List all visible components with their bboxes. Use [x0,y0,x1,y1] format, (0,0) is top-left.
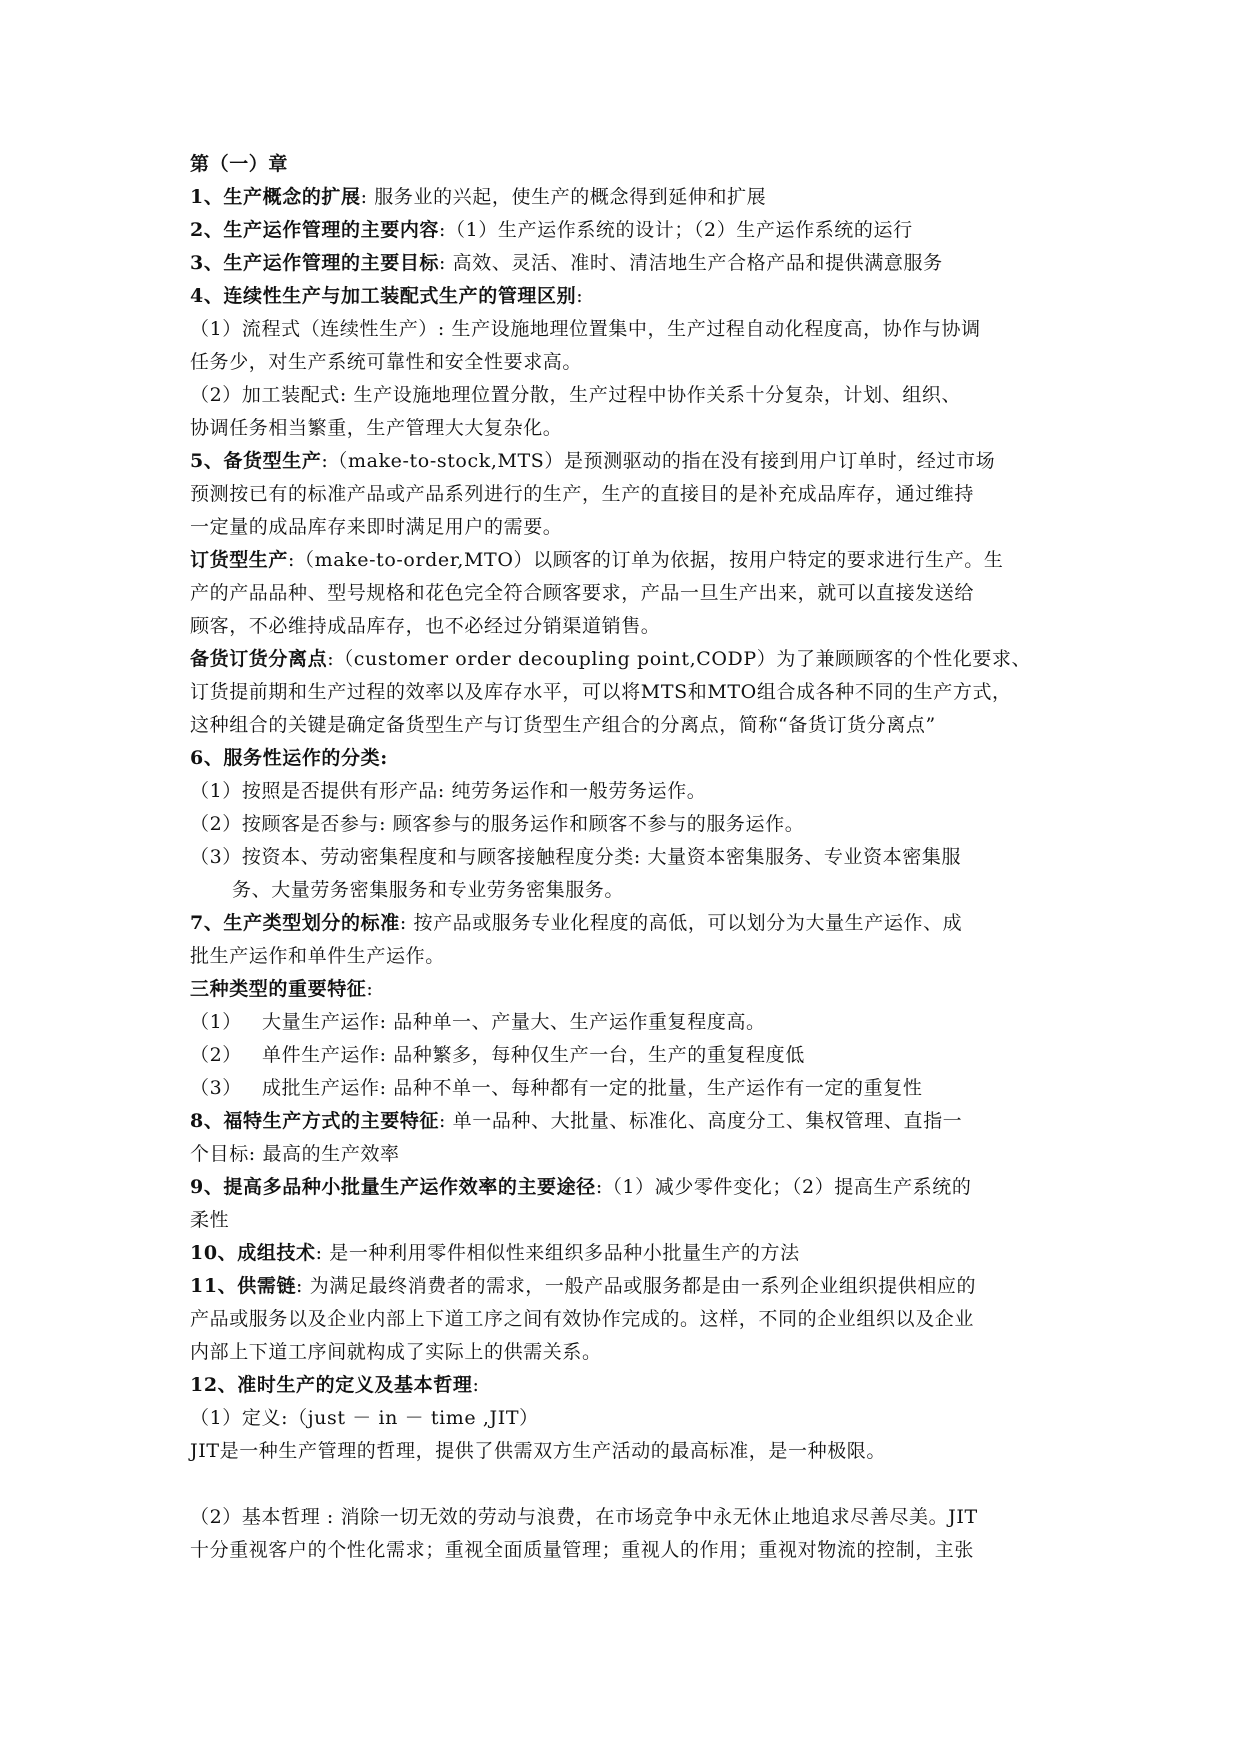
mto-line-3: 顾客，不必维持成品库存，也不必经过分销渠道销售。 [190,615,661,637]
types-item-2-num: （2） [190,1044,242,1066]
types-item-3-text: 成批生产运作: 品种不单一、每种都有一定的批量，生产运作有一定的重复性 [262,1077,923,1099]
section-4-para-2-line-1: （2）加工装配式: 生产设施地理位置分散，生产过程中协作关系十分复杂，计划、组织、 [190,384,962,406]
section-5-line-1: :（make-to-stock,MTS）是预测驱动的指在没有接到用户订单时，经过市场 [321,450,996,472]
section-8-line-1: : 单一品种、大批量、标准化、高度分工、集权管理、直指一 [439,1110,963,1132]
section-12-philosophy-line-2: 十分重视客户的个性化需求；重视全面质量管理；重视人的作用；重视对物流的控制，主张 [190,1539,975,1561]
section-11-line-3: 内部上下道工序间就构成了实际上的供需关系。 [190,1341,602,1363]
types-heading [190,973,1070,1006]
chapter-title: 第（一）章 [190,153,289,175]
section-8-title: 8、福特生产方式的主要特征 [190,1110,440,1132]
section-10-text: : 是一种利用零件相似性来组织多品种小批量生产的方法 [315,1242,800,1264]
section-2-title: 2、生产运作管理的主要内容 [190,219,440,241]
section-1-title: 1、生产概念的扩展 [190,186,361,208]
section-8 [190,1105,1070,1138]
types-item-1-text: 大量生产运作: 品种单一、产量大、生产运作重复程度高。 [262,1011,766,1033]
types-item-2 [190,1039,1070,1072]
section-5-line-3: 一定量的成品库存来即时满足用户的需要。 [190,516,563,538]
mto-line-1: :（make-to-order,MTO）以顾客的订单为依据，按用户特定的要求进行生产。生 [288,549,1004,571]
section-3-title: 3、生产运作管理的主要目标 [190,252,440,274]
section-11-line-1: : 为满足最终消费者的需求，一般产品或服务都是由一系列企业组织提供相应的 [296,1275,977,1297]
codp-title: 备货订货分离点 [190,648,328,670]
section-4-para-1-line-2: 任务少，对生产系统可靠性和安全性要求高。 [190,351,583,373]
section-6-item-1: （1）按照是否提供有形产品: 纯劳务运作和一般劳务运作。 [190,780,707,802]
section-1 [190,181,1070,214]
paragraph-gap [190,1468,1070,1501]
mto-title: 订货型生产 [190,549,289,571]
section-2 [190,214,1070,247]
section-4 [190,280,1070,313]
types-title: 三种类型的重要特征 [190,978,367,1000]
types-item-1-num: （1） [190,1011,242,1033]
section-11-line-2: 产品或服务以及企业内部上下道工序之间有效协作完成的。这样，不同的企业组织以及企业 [190,1308,975,1330]
codp-line-3: 这种组合的关键是确定备货型生产与订货型生产组合的分离点，简称“备货订货分离点” [190,714,936,736]
section-3-text: : 高效、灵活、准时、清洁地生产合格产品和提供满意服务 [439,252,943,274]
section-6-item-2: （2）按顾客是否参与: 顾客参与的服务运作和顾客不参与的服务运作。 [190,813,805,835]
section-6-item-3-line-2: 务、大量劳务密集服务和专业劳务密集服务。 [232,879,625,901]
section-1-text: : 服务业的兴起，使生产的概念得到延伸和扩展 [360,186,767,208]
section-12-definition-text: JIT是一种生产管理的哲理，提供了供需双方生产活动的最高标准，是一种极限。 [190,1440,886,1462]
types-colon: : [366,978,374,1000]
section-12-philosophy-line-1: （2）基本哲理 : 消除一切无效的劳动与浪费，在市场竞争中永无休止地追求尽善尽美。JIT [190,1506,978,1528]
document-page [190,148,1070,1567]
types-item-1 [190,1006,1070,1039]
section-10 [190,1237,1070,1270]
section-12-definition: （1）定义:（just － in － time ,JIT） [190,1407,539,1429]
section-11 [190,1270,1070,1303]
section-8-line-2: 个目标: 最高的生产效率 [190,1143,400,1165]
section-7-line-2: 批生产运作和单件生产运作。 [190,945,445,967]
section-11-title: 11、供需链 [190,1275,297,1297]
section-4-para-1-line-1: （1）流程式（连续性生产）: 生产设施地理位置集中，生产过程自动化程度高，协作与协调 [190,318,981,340]
mto-section [190,544,1070,577]
section-2-text: :（1）生产运作系统的设计；（2）生产运作系统的运行 [439,219,913,241]
section-9-line-1: :（1）减少零件变化；（2）提高生产系统的 [595,1176,972,1198]
codp-line-2: 订货提前期和生产过程的效率以及库存水平，可以将MTS和MTO组合成各种不同的生产方式， [190,681,1012,703]
section-12-title: 12、准时生产的定义及基本哲理 [190,1374,473,1396]
codp-line-1: :（customer order decoupling point,CODP）为了兼顾顾客的个性化要求、 [327,648,1032,670]
section-7-title: 7、生产类型划分的标准 [190,912,400,934]
section-4-para-2-line-2: 协调任务相当繁重，生产管理大大复杂化。 [190,417,563,439]
section-10-title: 10、成组技术 [190,1242,316,1264]
section-5-line-2: 预测按已有的标准产品或产品系列进行的生产，生产的直接目的是补充成品库存，通过维持 [190,483,975,505]
section-12 [190,1369,1070,1402]
section-7-line-1: : 按产品或服务专业化程度的高低，可以划分为大量生产运作、成 [399,912,963,934]
section-4-title: 4、连续性生产与加工装配式生产的管理区别 [190,285,577,307]
section-6-item-3-line-1: （3）按资本、劳动密集程度和与顾客接触程度分类: 大量资本密集服务、专业资本密集服 [190,846,962,868]
section-6-title: 6、服务性运作的分类: [190,747,388,769]
types-item-3 [190,1072,1070,1105]
section-5-title: 5、备货型生产 [190,450,322,472]
section-9-line-2: 柔性 [190,1209,230,1231]
section-5 [190,445,1070,478]
section-3 [190,247,1070,280]
mto-line-2: 产的产品品种、型号规格和花色完全符合顾客要求，产品一旦生产出来，就可以直接发送给 [190,582,975,604]
codp-section [190,643,1070,676]
types-item-3-num: （3） [190,1077,242,1099]
section-9 [190,1171,1070,1204]
section-12-colon: : [472,1374,480,1396]
section-9-title: 9、提高多品种小批量生产运作效率的主要途径 [190,1176,596,1198]
section-7 [190,907,1070,940]
section-4-text: : [576,285,584,307]
types-item-2-text: 单件生产运作: 品种繁多，每种仅生产一台，生产的重复程度低 [262,1044,805,1066]
